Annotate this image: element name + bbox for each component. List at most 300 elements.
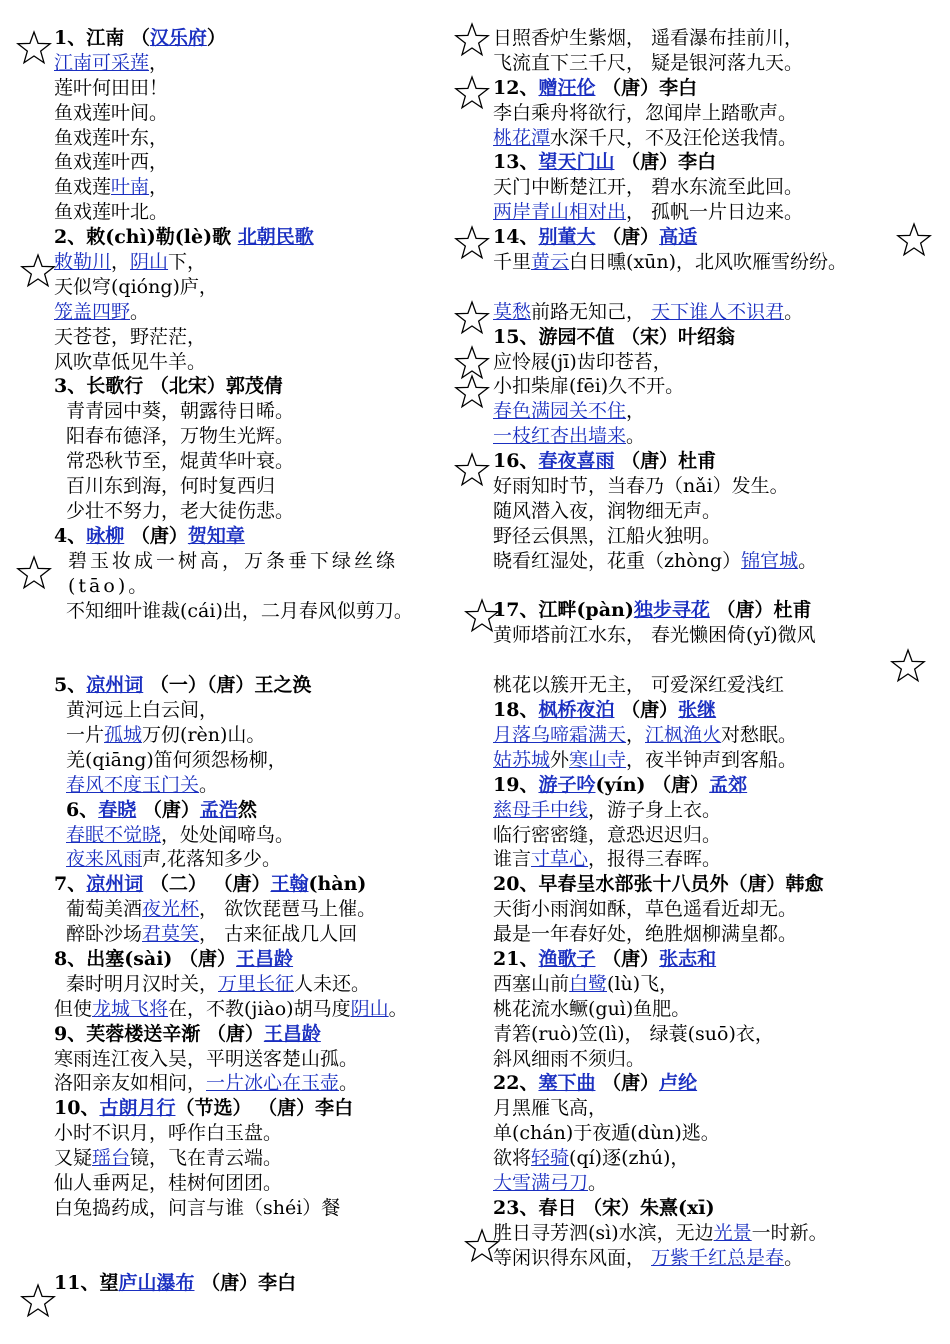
text-segment: 9、芙蓉楼送辛渐 （唐）	[54, 1022, 264, 1045]
hyperlink-text[interactable]: 万紫千红总是春	[651, 1246, 785, 1269]
text-segment: 。	[199, 773, 219, 796]
text-segment: ，	[626, 400, 646, 423]
left-column	[54, 26, 469, 1295]
poem-line	[493, 26, 938, 51]
text-segment: 5、	[54, 674, 87, 697]
hyperlink-text[interactable]: 望天门山	[538, 151, 615, 174]
poem-line	[493, 499, 938, 524]
hyperlink-text[interactable]: 北朝民歌	[237, 226, 314, 249]
text-segment: 天街小雨润如酥，草色遥看近却无。	[493, 898, 798, 921]
poem-line	[54, 1121, 469, 1146]
poem-line	[54, 250, 469, 275]
poem-line	[54, 175, 469, 200]
text-segment: 。	[339, 1072, 359, 1095]
text-segment: ， 古来征战几人回	[199, 923, 358, 946]
hyperlink-text[interactable]: 赠汪伦	[538, 76, 596, 99]
text-segment: 2、敕(chì)勒(lè)歌	[54, 226, 238, 249]
text-segment: 下，	[168, 251, 207, 274]
text-segment: (hàn)	[308, 873, 367, 896]
poem-line	[493, 1246, 938, 1271]
text-segment: （唐）	[124, 524, 188, 547]
text-segment: （唐）杜甫	[709, 599, 812, 622]
text-segment: （二） （唐）	[143, 873, 271, 896]
text-segment: 但使	[54, 997, 93, 1020]
hyperlink-text[interactable]: 月落乌啼霜满天	[493, 723, 627, 746]
text-segment: 。	[130, 300, 150, 323]
hyperlink-text[interactable]: 孤城	[104, 723, 143, 746]
hyperlink-text[interactable]: 枫桥夜泊	[538, 699, 615, 722]
text-segment: 醉卧沙场	[66, 923, 143, 946]
poem-line	[493, 200, 938, 225]
text-segment: ，游子身上衣。	[588, 798, 722, 821]
text-segment: 12、	[493, 76, 539, 99]
hyperlink-text[interactable]: 古朗月行	[99, 1097, 176, 1120]
hyperlink-text[interactable]: 桃花潭	[493, 126, 551, 149]
text-segment: 。	[388, 997, 408, 1020]
star-icon	[890, 648, 926, 684]
poem-line	[493, 972, 938, 997]
text-segment: 秦时明月汉时关，	[66, 972, 219, 995]
text-segment: 水深千尺，不及汪伦送我情。	[550, 126, 798, 149]
poem-line	[493, 673, 938, 698]
poem-title	[493, 1196, 938, 1221]
text-segment: 不知细叶谁裁(cái)出，二月春风似剪刀。	[66, 599, 413, 622]
star-icon	[454, 374, 490, 410]
text-segment: 人未还。	[294, 972, 371, 995]
text-segment: 斜风细雨不须归。	[493, 1047, 646, 1070]
poem-line	[54, 723, 469, 748]
text-segment: 莲叶何田田！	[54, 76, 169, 99]
poem-line	[54, 51, 469, 76]
hyperlink-text[interactable]: 独步寻花	[633, 599, 710, 622]
text-segment: 应怜屐(jī)齿印苍苔，	[493, 350, 672, 373]
poem-title	[54, 225, 469, 250]
hyperlink-text[interactable]: 庐山瀑布	[118, 1271, 195, 1294]
poem-line	[54, 499, 469, 524]
hyperlink-text[interactable]: 游子吟	[538, 773, 596, 796]
text-segment: 临行密密缝，意恐迟迟归。	[493, 823, 722, 846]
text-segment: （唐）杜甫	[614, 450, 717, 473]
text-segment: 声,花落知多少。	[142, 848, 282, 871]
hyperlink-text[interactable]: 春夜喜雨	[538, 450, 615, 473]
poem-title	[54, 1271, 469, 1296]
hyperlink-text[interactable]: 敕勒川	[54, 251, 112, 274]
poem-line	[54, 474, 469, 499]
text-segment: (yín) （唐）	[595, 773, 710, 796]
poem-line	[54, 399, 469, 424]
text-segment: 21、	[493, 947, 539, 970]
star-icon	[16, 555, 52, 591]
text-segment: 月黑雁飞高，	[493, 1097, 608, 1120]
text-segment: 碧玉妆成一树高，万条垂下绿丝绦(tāo)。	[68, 549, 399, 597]
text-segment: 14、	[493, 226, 539, 249]
text-segment: 寒雨连江夜入吴，平明送客楚山孤。	[54, 1047, 359, 1070]
poem-line	[54, 549, 469, 599]
poem-line	[493, 823, 938, 848]
poem-title	[493, 76, 938, 101]
text-segment: 6、	[66, 798, 99, 821]
text-segment: 西塞山前	[493, 972, 570, 995]
hyperlink-text[interactable]: 别董大	[538, 226, 596, 249]
text-segment: 。	[784, 300, 804, 323]
blank-line	[493, 648, 938, 673]
poem-line	[493, 1171, 938, 1196]
text-segment: 万仞(rèn)山。	[142, 723, 266, 746]
hyperlink-text[interactable]: 君莫笑	[142, 923, 200, 946]
star-icon	[16, 30, 52, 66]
text-segment: 18、	[493, 699, 539, 722]
text-segment: 23、春日 （宋）朱熹(xī)	[493, 1196, 715, 1219]
hyperlink-text[interactable]: 咏柳	[86, 524, 125, 547]
poem-line	[54, 1146, 469, 1171]
text-segment: 。	[588, 1171, 608, 1194]
text-segment: 阳春布德泽，万物生光辉。	[66, 425, 295, 448]
text-segment: 青青园中葵，朝露待日晞。	[66, 400, 295, 423]
poem-title	[493, 698, 938, 723]
hyperlink-text[interactable]: 莫愁	[493, 300, 532, 323]
text-segment: 天苍苍，野茫茫，	[54, 325, 207, 348]
poem-line	[54, 773, 469, 798]
text-segment: 4、	[54, 524, 87, 547]
text-segment: 小时不识月，呼作白玉盘。	[54, 1122, 283, 1145]
text-segment: 千里	[493, 251, 532, 274]
text-segment: 黄河远上白云间，	[66, 699, 219, 722]
text-segment: ，	[626, 723, 646, 746]
poem-title	[54, 947, 469, 972]
hyperlink-text[interactable]: 寒山寺	[569, 748, 627, 771]
hyperlink-text[interactable]: 张继	[678, 699, 717, 722]
text-segment: 。	[784, 1246, 804, 1269]
poem-line	[54, 972, 469, 997]
text-segment: 少壮不努力，老大徒伤悲。	[66, 499, 295, 522]
star-icon	[20, 253, 56, 289]
hyperlink-text[interactable]: 夜光杯	[142, 898, 200, 921]
poem-line	[493, 424, 938, 449]
blank-line	[54, 1246, 469, 1271]
poem-title	[54, 26, 469, 51]
text-segment: （唐）李白	[194, 1271, 297, 1294]
hyperlink-text[interactable]: 夜来风雨	[66, 848, 143, 871]
text-segment: 1、江南 （	[54, 27, 150, 49]
text-segment: 19、	[493, 773, 539, 796]
hyperlink-text[interactable]: 瑶台	[92, 1147, 131, 1170]
poem-title	[493, 1071, 938, 1096]
poem-line	[493, 1022, 938, 1047]
poem-line	[54, 150, 469, 175]
text-segment: ，	[149, 176, 169, 199]
hyperlink-text[interactable]: 江南可采莲	[54, 51, 150, 74]
text-segment: 洛阳亲友如相问，	[54, 1072, 207, 1095]
text-segment: 11、望	[54, 1271, 119, 1294]
text-segment: （唐）李白	[595, 76, 698, 99]
text-segment: 黄师塔前江水东， 春光懒困倚(yǐ)微风	[493, 624, 816, 647]
poem-line	[54, 847, 469, 872]
hyperlink-text[interactable]: 孟浩	[199, 798, 238, 821]
text-segment: 3、长歌行 （北宋）郭茂倩	[54, 375, 283, 398]
poem-line	[54, 350, 469, 375]
text-segment: 青箬(ruò)笠(lì)， 绿蓑(suō)衣，	[493, 1022, 774, 1045]
star-icon	[454, 452, 490, 488]
poem-line	[54, 101, 469, 126]
hyperlink-text[interactable]: 塞下曲	[538, 1072, 596, 1095]
poem-title	[54, 1096, 469, 1121]
blank-line	[54, 648, 469, 673]
hyperlink-text[interactable]: 春晓	[98, 798, 137, 821]
poem-title	[493, 598, 938, 623]
text-segment: （一）（唐）王之涣	[143, 674, 312, 697]
poem-line	[54, 200, 469, 225]
hyperlink-text[interactable]: 高适	[659, 226, 698, 249]
text-segment: 又疑	[54, 1147, 93, 1170]
text-segment: 最是一年春好处，绝胜烟柳满皇都。	[493, 923, 798, 946]
poem-line	[54, 325, 469, 350]
poem-line	[493, 623, 938, 648]
hyperlink-text[interactable]: 渔歌子	[538, 947, 596, 970]
text-segment: ）	[206, 27, 226, 49]
poem-line	[54, 1047, 469, 1072]
text-segment: ， 孤帆一片日边来。	[626, 201, 804, 224]
text-segment: 晓看红湿处，花重（zhòng）	[493, 549, 742, 572]
poem-line	[54, 599, 469, 624]
hyperlink-text[interactable]: 白鹭	[569, 972, 608, 995]
text-segment: 13、	[493, 151, 539, 174]
blank-line	[54, 1221, 469, 1246]
text-segment: 外	[550, 748, 570, 771]
blank-line	[54, 623, 469, 648]
poem-title	[54, 798, 469, 823]
hyperlink-text[interactable]: 慈母手中线	[493, 798, 589, 821]
hyperlink-text[interactable]: 锦官城	[741, 549, 799, 572]
poem-line	[493, 1146, 938, 1171]
hyperlink-text[interactable]: 寸草心	[531, 848, 589, 871]
poem-line	[493, 1047, 938, 1072]
poem-title	[54, 1022, 469, 1047]
text-segment: 17、江畔(pàn)	[493, 599, 634, 622]
text-segment: （唐）	[595, 226, 660, 249]
hyperlink-text[interactable]: 万里长征	[218, 972, 295, 995]
poem-line	[54, 1071, 469, 1096]
hyperlink-text[interactable]: 汉乐府	[149, 27, 207, 49]
poem-line	[493, 300, 938, 325]
text-segment: 。	[626, 425, 646, 448]
hyperlink-text[interactable]: 龙城飞将	[92, 997, 169, 1020]
hyperlink-text[interactable]: 江枫渔火	[645, 723, 722, 746]
poem-title	[493, 449, 938, 474]
text-segment: 鱼戏莲叶西，	[54, 151, 169, 174]
text-segment: 小扣柴扉(fēi)久不开。	[493, 375, 685, 398]
text-segment: 桃花流水鳜(guì)鱼肥。	[493, 997, 691, 1020]
star-icon	[20, 1283, 56, 1319]
hyperlink-text[interactable]: 大雪满弓刀	[493, 1171, 589, 1194]
hyperlink-text[interactable]: 春色满园关不住	[493, 400, 627, 423]
text-segment: ，	[149, 51, 169, 74]
text-segment: 仙人垂两足，桂树何团团。	[54, 1172, 283, 1194]
text-segment: 天门中断楚江开， 碧水东流至此回。	[493, 176, 804, 199]
hyperlink-text[interactable]: 王翰	[270, 873, 309, 896]
poem-line	[54, 449, 469, 474]
text-segment: 22、	[493, 1072, 539, 1095]
hyperlink-text[interactable]: 孟郊	[709, 773, 748, 796]
poem-line	[493, 549, 938, 574]
hyperlink-text[interactable]: 凉州词	[86, 873, 144, 896]
poem-title	[54, 374, 469, 399]
text-segment: 天似穹(qióng)庐，	[54, 275, 218, 298]
hyperlink-text[interactable]: 姑苏城	[493, 748, 551, 771]
text-segment: （唐）	[136, 798, 200, 821]
star-icon	[896, 222, 932, 258]
poem-line	[493, 101, 938, 126]
text-segment: 常恐秋节至，焜黄华叶衰。	[66, 450, 295, 473]
star-icon	[454, 75, 490, 111]
star-icon	[454, 225, 490, 261]
poem-line	[54, 1196, 469, 1221]
text-segment: 欲将	[493, 1147, 532, 1170]
text-segment: 镜，飞在青云端。	[130, 1147, 283, 1170]
hyperlink-text[interactable]: 阴山	[350, 997, 389, 1020]
text-segment: 。	[798, 549, 818, 572]
poem-line	[493, 1121, 938, 1146]
text-segment: 风吹草低见牛羊。	[54, 350, 207, 373]
text-segment: 随风潜入夜，润物细无声。	[493, 499, 722, 522]
poem-line	[493, 847, 938, 872]
right-column	[493, 26, 938, 1271]
text-segment: 20、早春呈水部张十八员外（唐）韩愈	[493, 873, 824, 896]
text-segment: ，	[111, 251, 131, 274]
poem-title	[493, 947, 938, 972]
text-segment: 鱼戏莲叶间。	[54, 101, 169, 124]
poem-line	[54, 1171, 469, 1196]
blank-line	[493, 574, 938, 599]
hyperlink-text[interactable]: 春眠不觉晓	[66, 823, 162, 846]
text-segment: 李白乘舟将欲行，忽闻岸上踏歌声。	[493, 101, 798, 124]
star-icon	[464, 598, 500, 634]
text-segment: ，夜半钟声到客船。	[626, 748, 798, 771]
text-segment: 一片	[66, 723, 105, 746]
text-segment: 羌(qiāng)笛何须怨杨柳，	[66, 748, 287, 771]
text-segment: 然	[237, 798, 257, 821]
text-segment: 葡萄美酒	[66, 898, 143, 921]
poem-title	[54, 872, 469, 897]
poem-line	[54, 698, 469, 723]
poem-line	[54, 922, 469, 947]
poem-line	[493, 1221, 938, 1246]
poem-line	[493, 897, 938, 922]
hyperlink-text[interactable]: 轻骑	[531, 1147, 570, 1170]
text-segment: （唐）	[595, 947, 660, 970]
poem-line	[54, 997, 469, 1022]
poem-line	[54, 275, 469, 300]
poem-line	[493, 997, 938, 1022]
poem-line	[54, 300, 469, 325]
text-segment: 鱼戏莲叶东，	[54, 126, 169, 149]
hyperlink-text[interactable]: 黄云	[531, 251, 570, 274]
hyperlink-text[interactable]: 叶南	[111, 176, 150, 199]
text-segment: 百川东到海，何时复西归	[66, 475, 276, 498]
text-segment: 对愁眠。	[721, 723, 798, 746]
text-segment: 10、	[54, 1097, 100, 1120]
poem-line	[493, 175, 938, 200]
text-segment: (qí)逐(zhú)，	[569, 1147, 690, 1170]
poem-title	[493, 325, 938, 350]
text-segment: 白日曛(xūn)，北风吹雁雪纷纷。	[569, 251, 848, 274]
star-icon	[464, 1228, 500, 1264]
poem-line	[54, 748, 469, 773]
hyperlink-text[interactable]: 天下谁人不识君	[651, 300, 785, 323]
poem-title	[493, 150, 938, 175]
text-segment: 白兔捣药成，问言与谁（shéi）餐	[54, 1196, 341, 1219]
poem-line	[493, 1096, 938, 1121]
star-icon	[454, 300, 490, 336]
text-segment: 好雨知时节，当春乃（nǎi）发生。	[493, 475, 789, 498]
poem-title	[54, 524, 469, 549]
hyperlink-text[interactable]: 凉州词	[86, 674, 144, 697]
poem-line	[493, 350, 938, 375]
text-segment: 单(chán)于夜遁(dùn)逃。	[493, 1122, 720, 1145]
text-segment: 谁言	[493, 848, 532, 871]
poem-line	[493, 922, 938, 947]
text-segment: （唐）	[614, 699, 679, 722]
poem-title	[493, 225, 938, 250]
text-segment: (lù)飞，	[607, 972, 679, 995]
text-segment: 野径云俱黑，江船火独明。	[493, 524, 722, 547]
text-segment: 在，不教(jiào)胡马度	[168, 997, 351, 1020]
text-segment: ，报得三春晖。	[588, 848, 722, 871]
poem-line	[493, 524, 938, 549]
hyperlink-text[interactable]: 张志和	[659, 947, 717, 970]
hyperlink-text[interactable]: 光景	[713, 1221, 752, 1244]
poem-line	[493, 374, 938, 399]
hyperlink-text[interactable]: 一枝红杏出墙来	[493, 425, 627, 448]
poem-line	[493, 51, 938, 76]
text-segment: 日照香炉生紫烟， 遥看瀑布挂前川，	[493, 27, 804, 49]
poem-title	[54, 673, 469, 698]
hyperlink-text[interactable]: 两岸青山相对出	[493, 201, 627, 224]
hyperlink-text[interactable]: 笼盖四野	[54, 300, 131, 323]
hyperlink-text[interactable]: 阴山	[130, 251, 169, 274]
text-segment: 桃花以簇开无主， 可爱深红爱浅红	[493, 674, 785, 697]
text-segment: 飞流直下三千尺， 疑是银河落九天。	[493, 51, 804, 74]
poem-line	[54, 897, 469, 922]
text-segment: 8、出塞(sài) （唐）	[54, 947, 237, 970]
poem-title	[493, 773, 938, 798]
poem-line	[493, 798, 938, 823]
poem-line	[493, 399, 938, 424]
text-segment: 一时新。	[751, 1221, 828, 1244]
text-segment: 等闲识得东风面，	[493, 1246, 652, 1269]
hyperlink-text[interactable]: 卢纶	[659, 1072, 698, 1095]
star-icon	[454, 22, 490, 58]
poem-line	[493, 474, 938, 499]
text-segment: 7、	[54, 873, 87, 896]
poem-line	[493, 723, 938, 748]
poem-line	[54, 126, 469, 151]
hyperlink-text[interactable]: 春风不度玉门关	[66, 773, 200, 796]
poem-line	[54, 424, 469, 449]
hyperlink-text[interactable]: 一片冰心在玉壶	[206, 1072, 340, 1095]
text-segment: 16、	[493, 450, 539, 473]
hyperlink-text[interactable]: 王昌龄	[236, 947, 294, 970]
poem-title	[493, 872, 938, 897]
hyperlink-text[interactable]: 王昌龄	[263, 1022, 321, 1045]
text-segment: 胜日寻芳泗(sì)水滨，无边	[493, 1221, 714, 1244]
hyperlink-text[interactable]: 贺知章	[187, 524, 245, 547]
poem-line	[54, 823, 469, 848]
text-segment: 15、游园不值 （宋）叶绍翁	[493, 325, 736, 348]
text-segment: （唐）	[595, 1072, 660, 1095]
blank-line	[493, 275, 938, 300]
text-segment: 鱼戏莲	[54, 176, 112, 199]
text-segment: （节选） （唐）李白	[175, 1097, 354, 1120]
